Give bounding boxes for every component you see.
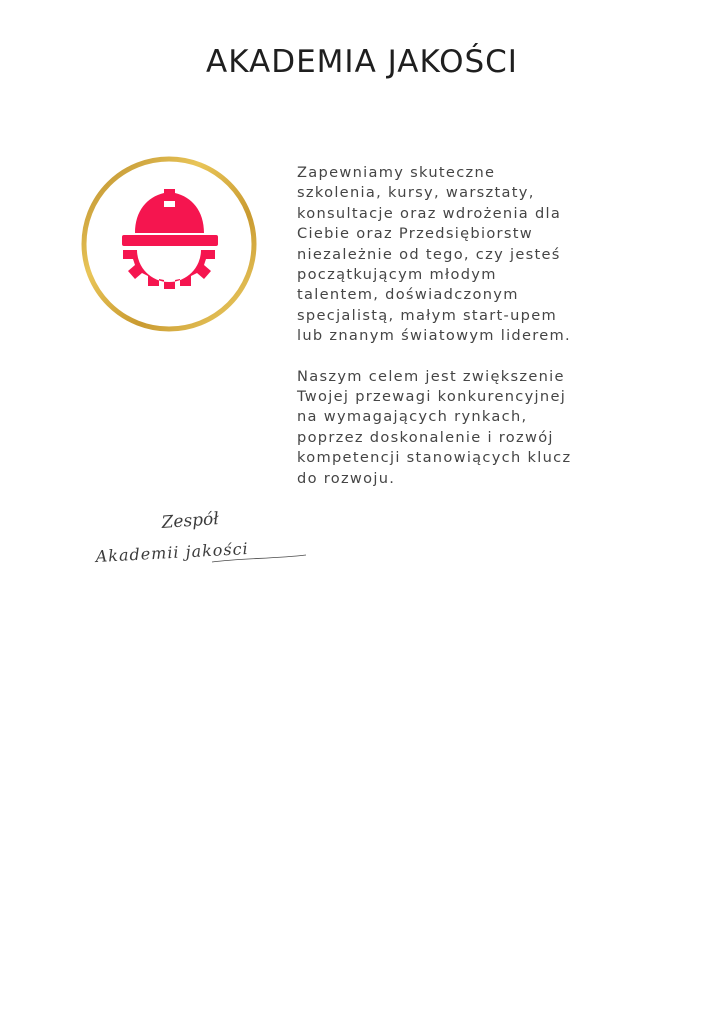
hard-hat-shape	[122, 189, 218, 246]
signature-graphic	[92, 506, 322, 578]
page-title: AKADEMIA JAKOŚCI	[206, 44, 518, 80]
signature-line-2: Akademii jakości	[95, 539, 250, 566]
emblem	[80, 155, 258, 333]
paragraph-1: Zapewniamy skuteczne szkolenia, kursy, warsztaty, konsultacje oraz wdrożenia dla Ciebie oraz Przedsiębiorstw niezależnie od tego, czy jesteś początkującym młodym talentem, doświadczonym specjalistą, małym start-upem lub znanym światowym liderem.	[297, 164, 571, 345]
hard-hat-gear-icon	[80, 155, 258, 333]
intro-text	[297, 163, 657, 509]
paragraph-2: Naszym celem jest zwiększenie Twojej przewagi konkurencyjnej na wymagających rynkach, poprzez doskonalenie i rozwój kompetencji stanowiących klucz do rozwoju.	[297, 367, 572, 487]
gear-hole	[148, 250, 190, 271]
signature	[92, 506, 322, 578]
signature-line-1: Zespół	[160, 509, 220, 533]
